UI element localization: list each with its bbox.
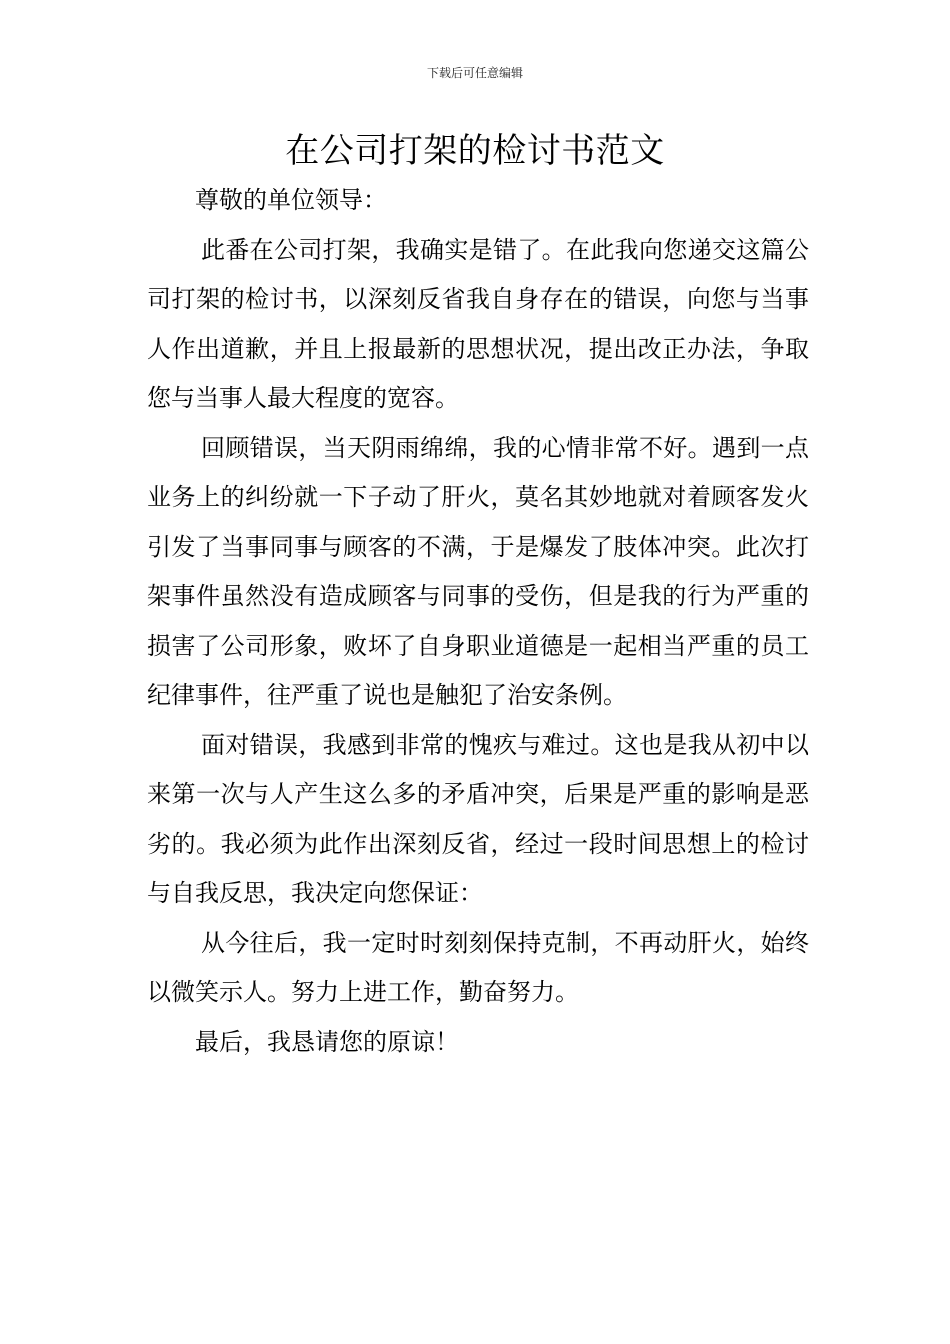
paragraph-2: 回顾错误，当天阴雨绵绵，我的心情非常不好。遇到一点业务上的纠纷就一下子动了肝火，莫名其妙地就对着顾客发火引发了当事同事与顾客的不满，于是爆发了肢体冲突。此次打架事件虽然没有造成顾客与同事的受伤，但是我的行为严重的损害了公司形象，败坏了自身职业道德是一起相当严重的员工纪律事件，往严重了说也是触犯了治安条例。 xyxy=(147,433,809,709)
paragraph-4: 从今往后，我一定时时刻刻保持克制，不再动肝火，始终以微笑示人。努力上进工作，勤奋努力。 xyxy=(147,928,809,1006)
paragraph-1: 此番在公司打架，我确实是错了。在此我向您递交这篇公司打架的检讨书，以深刻反省我自身存在的错误，向您与当事人作出道歉，并且上报最新的思想状况，提出改正办法，争取您与当事人最大程度的宽容。 xyxy=(147,235,809,412)
document-title: 在公司打架的检讨书范文 xyxy=(285,131,665,171)
document-body xyxy=(147,176,809,1067)
salutation: 尊敬的单位领导： xyxy=(195,186,387,214)
header-note: 下载后可任意编辑 xyxy=(426,66,523,80)
paragraph-3: 面对错误，我感到非常的愧疚与难过。这也是我从初中以来第一次与人产生这么多的矛盾冲突，后果是严重的影响是恶劣的。我必须为此作出深刻反省，经过一段时间思想上的检讨与自我反思，我决定向您保证： xyxy=(147,730,809,907)
closing-line: 最后，我恳请您的原谅！ xyxy=(195,1027,459,1056)
